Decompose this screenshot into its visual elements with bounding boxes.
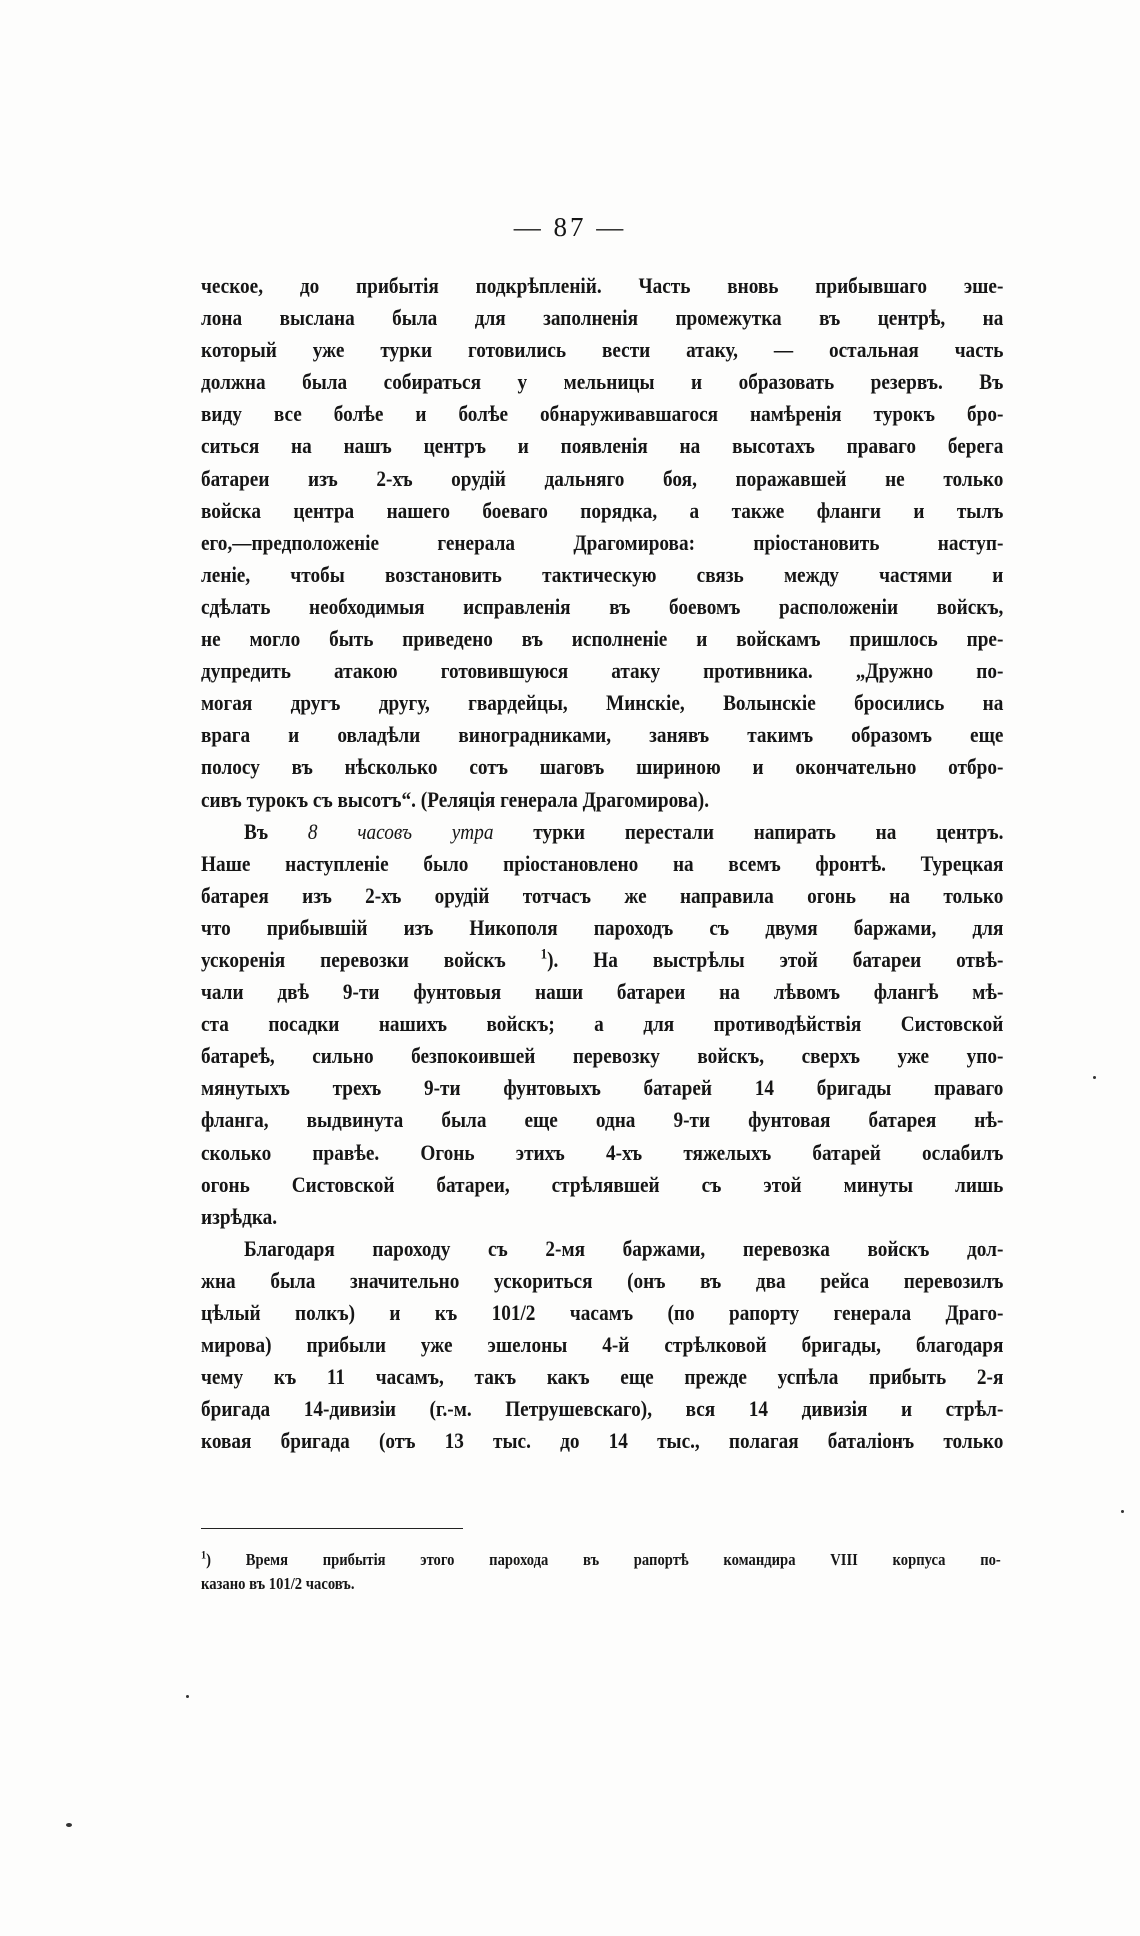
scan-speck: [66, 1823, 72, 1827]
text-fragment: ). На выстрѣлы этой батареи отвѣ-: [547, 946, 1004, 972]
text-line: батареи изъ 2-хъ орудій дальняго боя, поражавшей не только: [201, 465, 1004, 491]
text-fragment: часамъ (по рапорту генерала Драго-: [535, 1300, 1004, 1325]
text-line: его,—предположеніе генерала Драгомирова: пріостановить наступ-: [201, 529, 1004, 555]
text-line: [201, 816, 1003, 848]
body-text: [201, 270, 1004, 1457]
text-line: [201, 944, 1003, 976]
text-line: ческое, до прибытія подкрѣпленій. Часть вновь прибывшаго эше-: [201, 273, 1004, 298]
text-fragment: ускоренія перевозки войскъ: [201, 946, 541, 972]
text-line: Наше наступленіе было пріостановлено на всемъ фронтѣ. Турецкая: [201, 850, 1004, 876]
footnote-marker: 1: [201, 1547, 207, 1562]
scan-speck: [1121, 1510, 1124, 1513]
italic-time: 8 часовъ утра: [307, 818, 494, 844]
text-line: сдѣлать необходимыя исправленія въ боевомъ расположеніи войскъ,: [201, 593, 1004, 619]
footnote-line: [201, 1548, 1001, 1572]
text-line: леніе, чтобы возстановить тактическую связь между частями и: [201, 561, 1004, 587]
text-fragment: Въ: [244, 818, 308, 844]
footnote-divider: [201, 1528, 463, 1529]
text-line: чали двѣ 9-ти фунтовыя наши батареи на лѣвомъ флангѣ мѣ-: [201, 979, 1004, 1005]
text-line: сивъ турокъ съ высотъ“. (Реляція генерала Драгомирова).: [201, 786, 710, 812]
text-line: сколько правѣе. Огонь этихъ 4-хъ тяжелыхъ батарей ослабилъ: [201, 1139, 1004, 1165]
footnote-reference: 1: [540, 946, 548, 963]
text-line: могая другъ другу, гвардейцы, Минскіе, Волынскіе бросились на: [201, 690, 1004, 716]
text-fragment: ) Время прибытія этого парохода въ рапортѣ командира VIII корпуса по-: [206, 1550, 1001, 1569]
footnote-line: [201, 1572, 1001, 1596]
text-line: жна была значительно ускориться (онъ въ два рейса перевозилъ: [201, 1267, 1004, 1293]
text-line: чему къ 11 часамъ, такъ какъ еще прежде успѣла прибыть 2-я: [201, 1364, 1004, 1390]
text-line: изрѣдка.: [201, 1203, 278, 1229]
fraction: 1/2: [283, 1574, 303, 1593]
text-line: войска центра нашего боеваго порядка, а также фланги и тылъ: [201, 497, 1004, 523]
text-line: [201, 1297, 1003, 1329]
text-line: батареѣ, сильно безпокоившей перевозку войскъ, сверхъ уже упо-: [201, 1043, 1004, 1069]
text-line: фланга, выдвинута была еще одна 9-ти фунтовая батарея нѣ-: [201, 1107, 1004, 1133]
text-line: полосу въ нѣсколько сотъ шаговъ шириною и окончательно отбро-: [201, 754, 1004, 780]
text-fragment: часовъ.: [302, 1574, 355, 1593]
text-line: который уже турки готовились вести атаку, — остальная часть: [201, 337, 1004, 363]
text-line: огонь Систовской батареи, стрѣлявшей съ этой минуты лишь: [201, 1171, 1004, 1197]
text-line: виду все болѣе и болѣе обнаруживавшагося намѣренія турокъ бро-: [201, 401, 1004, 427]
text-line: бригада 14-дивизіи (г.-м. Петрушевскаго), вся 14 дивизія и стрѣл-: [201, 1396, 1004, 1422]
text-line: батарея изъ 2-хъ орудій тотчасъ же направила огонь на только: [201, 882, 1004, 908]
scan-speck: [186, 1695, 189, 1698]
fraction: 1/2: [510, 1300, 536, 1325]
text-line: что прибывшій изъ Никополя пароходъ съ двумя баржами, для: [201, 914, 1004, 940]
page-number: — 87 —: [513, 212, 627, 242]
text-line: не могло быть приведено въ исполненіе и войскамъ пришлось пре-: [201, 626, 1004, 652]
text-line: мирова) прибыли уже эшелоны 4-й стрѣлковой бригады, благодаря: [201, 1332, 1004, 1358]
footnote: [201, 1548, 1001, 1596]
text-line: должна была собираться у мельницы и образовать резервъ. Въ: [201, 369, 1004, 395]
text-line: ста посадки нашихъ войскъ; а для противодѣйствія Систовской: [201, 1011, 1004, 1037]
text-line: мянутыхъ трехъ 9-ти фунтовыхъ батарей 14 бригады праваго: [201, 1075, 1004, 1101]
text-line: дупредить атакою готовившуюся атаку противника. „Дружно по-: [201, 658, 1004, 684]
text-fragment: казано въ 10: [201, 1574, 284, 1593]
text-line: лона выслана была для заполненія промежутка въ центрѣ, на: [201, 305, 1004, 331]
text-line: ковая бригада (отъ 13 тыс. до 14 тыс., полагая баталіонъ только: [201, 1428, 1004, 1454]
text-line: Благодаря пароходу съ 2-мя баржами, перевозка войскъ дол-: [244, 1235, 1004, 1261]
text-fragment: цѣлый полкъ) и къ 10: [201, 1300, 511, 1325]
text-fragment: турки перестали напирать на центръ.: [493, 818, 1004, 844]
scan-speck: [1093, 1076, 1096, 1079]
text-line: врага и овладѣли виноградниками, занявъ такимъ образомъ еще: [201, 722, 1004, 748]
text-line: ситься на нашъ центръ и появленія на высотахъ праваго берега: [201, 433, 1004, 459]
